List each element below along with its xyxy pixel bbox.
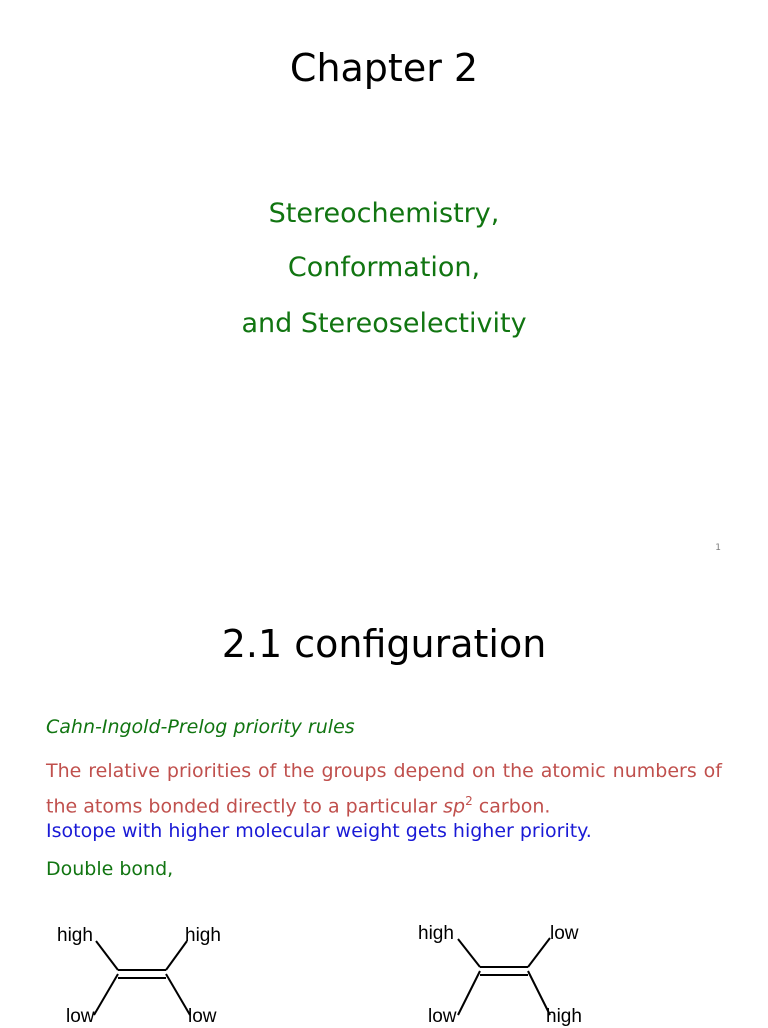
m2-label-top-right: low <box>550 923 579 944</box>
relative-text-main: The relative priorities of the groups depend on the atomic numbers of the atoms bonded directly to a particular <box>46 760 722 818</box>
m2-bond-top-right <box>528 938 550 967</box>
m2-label-bottom-right: high <box>546 1006 582 1027</box>
m2-bond-top-left <box>458 939 480 967</box>
relative-text-end: carbon. <box>472 795 551 818</box>
sp-superscript: 2 <box>465 794 473 808</box>
subtitle-line-3: and Stereoselectivity <box>241 308 527 339</box>
m1-bond-top-left <box>96 941 118 970</box>
m2-bond-bottom-left <box>458 971 480 1015</box>
m1-bond-bottom-left <box>94 974 118 1015</box>
section-title: 2.1 configuration <box>221 622 547 666</box>
subtitle-line-2: Conformation, <box>287 252 481 283</box>
isotope-text: Isotope with higher molecular weight gets higher priority. <box>46 820 592 842</box>
m2-label-bottom-left: low <box>428 1006 457 1027</box>
subtitle-line-1: Stereochemistry, <box>268 198 500 229</box>
page-number: 1 <box>715 543 721 553</box>
m2-label-top-left: high <box>418 923 454 944</box>
relative-priorities-text <box>46 756 722 821</box>
cip-heading: Cahn-Ingold-Prelog priority rules <box>46 716 355 738</box>
m1-label-top-left: high <box>57 925 93 946</box>
chapter-title: Chapter 2 <box>289 46 479 90</box>
sp-label: sp <box>443 795 466 818</box>
m1-label-top-right: high <box>185 925 221 946</box>
double-bond-text: Double bond, <box>46 858 174 880</box>
m1-label-bottom-left: low <box>66 1006 95 1027</box>
m1-bond-top-right <box>166 941 187 970</box>
m1-label-bottom-right: low <box>188 1006 217 1027</box>
m1-bond-bottom-right <box>166 974 190 1015</box>
